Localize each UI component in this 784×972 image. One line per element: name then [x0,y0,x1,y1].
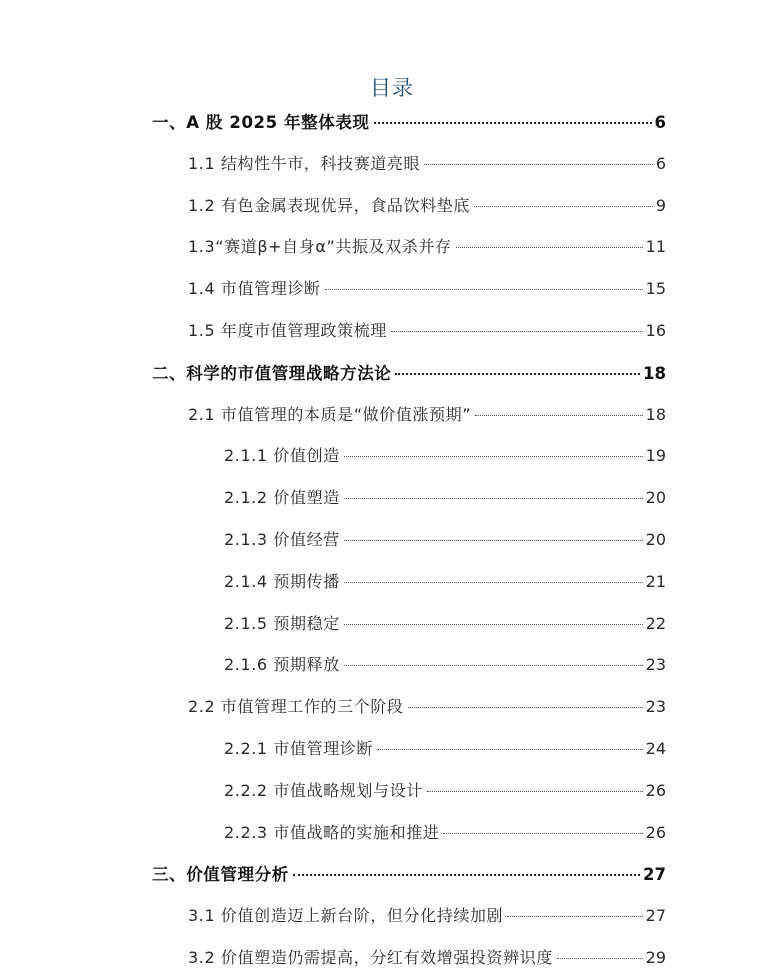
toc-page-number: 26 [645,780,666,800]
toc-dot-leader [456,247,643,248]
toc-entry-label: 三、价值管理分析 [152,865,289,885]
toc-page-number: 6 [654,113,666,132]
toc-page-number: 6 [655,153,666,173]
toc-entry-label: 1.5 年度市值管理政策梳理 [188,321,387,340]
toc-dot-leader [344,665,643,666]
toc-entry-label: 2.2.3 市值战略的实施和推进 [224,822,440,842]
toc-entry-label: 2.1.3 价值经营 [224,530,340,549]
toc-entry[interactable] [224,778,666,804]
toc-entry-label: 2.1.1 价值创造 [224,446,340,466]
toc-page-number: 18 [643,363,666,383]
toc-dot-leader [344,582,643,583]
toc-dot-leader [424,164,653,165]
toc-entry[interactable] [188,276,666,302]
toc-entry[interactable] [152,109,666,135]
toc-title: 目录 [370,76,414,100]
toc-entry-label: 1.1 结构性牛市，科技赛道亮眼 [188,153,421,173]
toc-page-number: 20 [645,530,666,549]
toc-entry-label: 1.3“赛道β+自身α”共振及双杀并存 [188,237,452,257]
toc-page-number: 23 [645,697,666,717]
toc-entry[interactable] [224,527,666,553]
toc-page-number: 29 [645,948,666,967]
toc-entry-label: 一、A 股 2025 年整体表现 [152,113,370,132]
toc-dot-leader [427,791,643,792]
toc-dot-leader [377,749,643,750]
toc-entry-label: 2.1.4 预期传播 [224,571,340,591]
toc-page-number: 20 [645,488,666,508]
toc-dot-leader [344,456,643,457]
toc-dot-leader [293,874,640,876]
toc-entry-label: 2.1 市值管理的本质是“做价值涨预期” [188,404,472,424]
toc-entry[interactable] [188,694,666,720]
toc-entry-label: 1.2 有色金属表现优异，食品饮料垫底 [188,195,470,215]
toc-page-number: 27 [643,865,666,885]
toc-entry-label: 3.2 价值塑造仍需提高，分红有效增强投资辨识度 [188,948,553,967]
toc-dot-leader [344,624,643,625]
toc-dot-leader [374,122,652,124]
toc-entry-label: 1.4 市值管理诊断 [188,279,321,299]
toc-dot-leader [395,373,640,375]
toc-entry[interactable] [152,360,666,386]
toc-entry[interactable] [152,861,666,887]
toc-entry-label: 2.2.1 市值管理诊断 [224,739,373,758]
toc-entry-label: 二、科学的市值管理战略方法论 [152,363,392,383]
toc-entry[interactable] [188,193,666,219]
toc-dot-leader [507,916,643,917]
toc-page-number: 21 [645,571,666,591]
toc-page-number: 16 [645,321,666,340]
toc-entry[interactable] [188,402,666,428]
toc-entry-label: 2.1.6 预期释放 [224,655,340,675]
toc-dot-leader [344,540,643,541]
toc-entry-label: 2.2 市值管理工作的三个阶段 [188,697,404,717]
toc-page-number: 18 [645,404,666,424]
toc-entry[interactable] [224,652,666,678]
toc-entry[interactable] [224,820,666,846]
toc-entry[interactable] [188,903,666,929]
toc-entry-label: 2.2.2 市值战略规划与设计 [224,780,423,800]
toc-dot-leader [443,833,642,834]
toc-page-number: 22 [645,613,666,633]
toc-dot-leader [344,498,643,499]
toc-page-number: 9 [655,195,666,215]
toc-dot-leader [408,707,643,708]
toc-dot-leader [391,331,643,332]
toc-dot-leader [557,958,643,959]
toc-page-number: 27 [645,906,666,926]
toc-entry-label: 2.1.5 预期稳定 [224,613,340,633]
toc-entry[interactable] [188,318,666,344]
toc-entry[interactable] [188,945,666,971]
toc-page-number: 26 [645,822,666,842]
toc-page-number: 23 [645,655,666,675]
toc-page-number: 15 [645,279,666,299]
toc-entry-label: 3.1 价值创造迈上新台阶，但分化持续加剧 [188,906,504,926]
toc-entry[interactable] [224,569,666,595]
toc-dot-leader [474,206,653,207]
toc-entry[interactable] [224,443,666,469]
toc-page-number: 24 [645,739,666,758]
toc-page-number: 11 [645,237,666,257]
toc-dot-leader [475,415,643,416]
toc-entry[interactable] [224,485,666,511]
toc-entry[interactable] [224,736,666,762]
toc-entry[interactable] [188,151,666,177]
toc-entry[interactable] [224,611,666,637]
toc-dot-leader [325,289,643,290]
toc-page-number: 19 [645,446,666,466]
toc-entry-label: 2.1.2 价值塑造 [224,488,340,508]
toc-entry[interactable] [188,234,666,260]
